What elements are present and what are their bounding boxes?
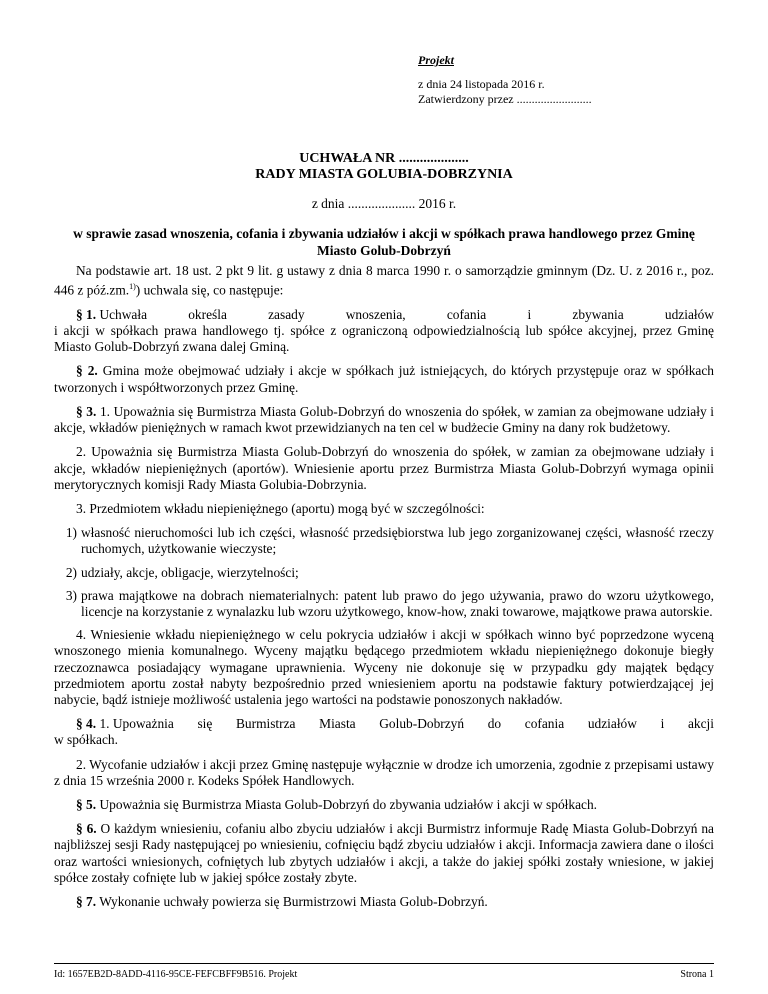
paragraph-4-word: § 4. 1. Upoważnia <box>76 716 174 732</box>
paragraph-4-word: się <box>197 716 213 732</box>
paragraph-2: § 2. Gmina może obejmować udziały i akcje w spółkach już istniejących, do których przystępuje oraz w spółkach tworzonych i współtworzonych przez Gminę. <box>54 363 714 395</box>
paragraph-4-word: akcji <box>687 716 714 732</box>
paragraph-1-word: określa <box>188 306 227 322</box>
paragraph-1-word: cofania <box>446 306 487 322</box>
paragraph-3-1: § 3. 1. Upoważnia się Burmistrza Miasta Golub-Dobrzyń do wnoszenia do spółek, w zamian za obejmowane udziały i akcje, wkładów pieniężnych w ramach kwot przewidzianych na ten cel w budżecie Gminy na dany rok budżetowy. <box>54 403 714 436</box>
page-footer <box>54 963 714 978</box>
resolution-date: z dnia .................... 2016 r. <box>311 196 457 211</box>
paragraph-1-word: udziałów <box>664 306 714 322</box>
document-id: Id: 1657EB2D-8ADD-4116-95CE-FEFCBFF9B516. Projekt <box>54 969 298 980</box>
paragraph-1-word: zbywania <box>572 306 624 322</box>
paragraph-1-word: zasady <box>268 306 305 322</box>
paragraph-7: § 7. Wykonanie uchwały powierza się Burmistrzowi Miasta Golub-Dobrzyń. <box>76 893 488 909</box>
resolution-number: UCHWAŁA NR .................... <box>299 151 469 166</box>
paragraph-1-word: § 1. Uchwała <box>76 306 148 322</box>
paragraph-4-word: Golub-Dobrzyń <box>379 716 465 732</box>
document-body <box>54 263 714 918</box>
paragraph-1-word: wnoszenia, <box>345 306 406 322</box>
paragraph-5: § 5. Upoważnia się Burmistrza Miasta Golub-Dobrzyń do zbywania udziałów i akcji w spółkach. <box>76 796 598 812</box>
preamble: Na podstawie art. 18 ust. 2 pkt 9 lit. g ustawy z dnia 8 marca 1990 r. o samorządzie gminnym (Dz. U. z 2016 r., poz. 446 z póź.zm.$^{1)}$) uchwala się, co następuje: <box>54 263 714 298</box>
list-item: 3) prawa majątkowe na dobrach niematerialnych: patent lub prawo do jego używania, prawo do wzoru użytkowego, licencje na korzystanie z wynalazku lub wzoru użytkowego, know-how, znaki towarowe, majątkowe prawa autorskie. <box>65 587 714 619</box>
paragraph-4-word: do <box>487 716 502 732</box>
list-item: 2) udziały, akcje, obligacje, wierzytelności; <box>65 564 299 580</box>
paragraph-6: § 6. O każdym wniesieniu, cofaniu albo zbyciu udziałów i akcji Burmistrz informuje Radę Miasta Golub-Dobrzyń na najbliższej sesji Rady następującej po wniesieniu, cofnięciu bądź zbyciu udziałów i akcji. Informacja zawiera dane o ilości oraz wartości wniesionych, cofniętych lub zbytych udziałów i akcji, a także do jakiej spółki zostały wniesione, w jakiej spółce zostały cofnięte lub w jakiej spółce zostały zbyte. <box>54 821 714 885</box>
header-date: z dnia 24 listopada 2016 r. <box>418 77 545 91</box>
paragraph-4-1: § 4. 1. Upoważnia się Burmistrza Miasta Golub-Dobrzyń do cofania udziałów i akcji w spółkach. <box>54 716 714 748</box>
paragraph-4-2: 2. Wycofanie udziałów i akcji przez Gminę następuje wyłącznie w drodze ich umorzenia, zgodnie z przepisami ustawy z dnia 15 września 2000 r. Kodeks Spółek Handlowych. <box>54 756 714 788</box>
document-header <box>418 53 592 107</box>
paragraph-4-word: cofania <box>524 716 565 732</box>
paragraph-3-2: 2. Upoważnia się Burmistrza Miasta Golub-Dobrzyń do wnoszenia do spółek, w zamian za obejmowane udziały i akcje, wkładów niepieniężnych (aportów). Wniesienie aportu przez Burmistrza Miasta Golub-Dobrzyń wymaga opinii merytorycznych komisji Rady Miasta Golubia-Dobrzynia. <box>54 444 714 492</box>
paragraph-3-4: 4. Wniesienie wkładu niepieniężnego w celu pokrycia udziałów i akcji w spółkach winno być poprzedzone wyceną wnoszonego mienia komunalnego. Wyceny majątku będącego przedmiotem wkładu niepieniężnego dokonuje biegły rzeczoznawca posiadający wymagane uprawnienia. Wyceny nie dokonuje się w przypadku gdy majątek będący przedmiotem aportu został nabyty bezpośrednio przed wniesieniem aportu na podstawie faktury potwierdzającej jej nabycie, bądź istnieje możliwość ustalenia jego wartości na podstawie ponoszonych nakładów. <box>54 627 714 707</box>
paragraph-1: § 1. Uchwała określa zasady wnoszenia, cofania i zbywania udziałów i akcji w spółkach prawa handlowego tj. spółce z ograniczoną odpowiedzialnością lub spółce akcyjnej, przez Gminę Miasto Golub-Dobrzyń zwana dalej Gminą. <box>54 306 714 355</box>
paragraph-4-word: udziałów <box>587 716 637 732</box>
paragraph-4-word: Miasta <box>319 716 356 732</box>
paragraph-4-word: i <box>660 716 665 732</box>
paragraph-3-3: 3. Przedmiotem wkładu niepieniężnego (aportu) mogą być w szczególności: <box>76 500 485 516</box>
page-number: Strona 1 <box>680 969 714 980</box>
projekt-label: Projekt <box>418 53 454 67</box>
header-approved: Zatwierdzony przez ......................... <box>418 92 592 106</box>
council-name: RADY MIASTA GOLUBIA-DOBRZYNIA <box>255 167 513 182</box>
paragraph-1-word: i <box>527 306 532 322</box>
paragraph-4-word: Burmistrza <box>236 716 296 732</box>
list-item: 1) własność nieruchomości lub ich części, własność przedsiębiorstwa lub jego zorganizowanej części, własność rzeczy ruchomych, użytkowanie wieczyste; <box>65 525 714 557</box>
resolution-subject: w sprawie zasad wnoszenia, cofania i zbywania udziałów i akcji w spółkach prawa handlowego przez Gminę Miasto Golub-Dobrzyń <box>73 226 695 258</box>
